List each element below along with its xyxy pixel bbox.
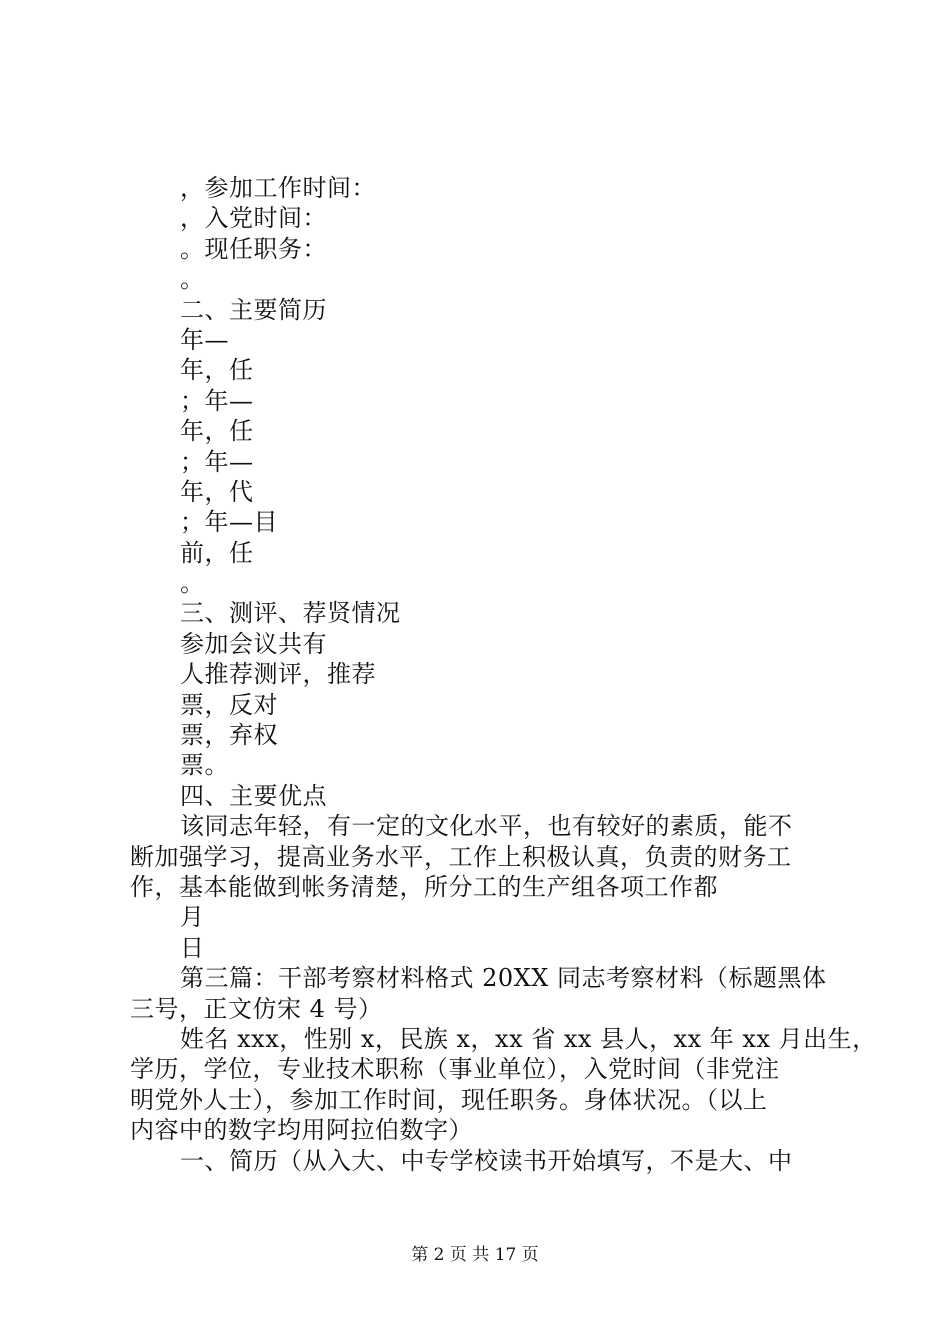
text-line: 。 — [180, 569, 205, 598]
text-line: 票，反对 — [180, 690, 278, 719]
text-line: 参加会议共有 — [180, 629, 327, 658]
text-line: 。现任职务： — [180, 234, 327, 263]
text-line: 年，任 — [180, 417, 254, 446]
text-line: 明党外人士），参加工作时间，现任职务。身体状况。（以上 — [130, 1085, 768, 1114]
text-line: 二、主要简历 — [180, 295, 327, 324]
text-line: ；年— — [180, 386, 254, 415]
text-line: 票，弃权 — [180, 721, 278, 750]
text-line: 内容中的数字均用阿拉伯数字） — [130, 1116, 473, 1145]
document-body — [130, 173, 877, 1176]
text-line: ，参加工作时间： — [180, 174, 376, 202]
text-line: ，入党时间： — [180, 204, 327, 233]
text-line: 四、主要优点 — [180, 781, 327, 810]
text-line: 作，基本能做到帐务清楚，所分工的生产组各项工作都 — [130, 872, 718, 901]
text-line: 一、简历（从入大、中专学校读书开始填写，不是大、中 — [180, 1146, 793, 1175]
text-line: 姓名 xxx，性别 x，民族 x，xx 省 xx 县人，xx 年 xx 月出生， — [180, 1024, 877, 1053]
text-line: ；年— — [180, 447, 254, 476]
text-line: 年，任 — [180, 356, 254, 385]
text-line: 前，任 — [180, 538, 254, 567]
text-line: 月 — [180, 903, 205, 932]
text-line: 第三篇：干部考察材料格式 20XX 同志考察材料（标题黑体 — [180, 964, 827, 993]
text-line: 三号，正文仿宋 4 号） — [130, 994, 383, 1023]
page-footer: 第 2 页 共 17 页 — [411, 1245, 539, 1265]
text-line: 该同志年轻，有一定的文化水平，也有较好的素质，能不 — [180, 812, 793, 841]
text-line: ；年—目 — [180, 508, 278, 537]
text-line: 票。 — [180, 751, 229, 780]
text-line: 年— — [180, 325, 229, 354]
text-line: 学历，学位，专业技术职称（事业单位），入党时间（非党注 — [130, 1055, 780, 1084]
text-line: 人推荐测评，推荐 — [180, 660, 376, 689]
text-line: 三、测评、荐贤情况 — [180, 599, 401, 628]
text-line: 。 — [180, 265, 205, 294]
text-line: 断加强学习，提高业务水平，工作上积极认真，负责的财务工 — [130, 842, 792, 871]
text-line: 日 — [180, 933, 205, 962]
text-line: 年，代 — [180, 477, 254, 506]
